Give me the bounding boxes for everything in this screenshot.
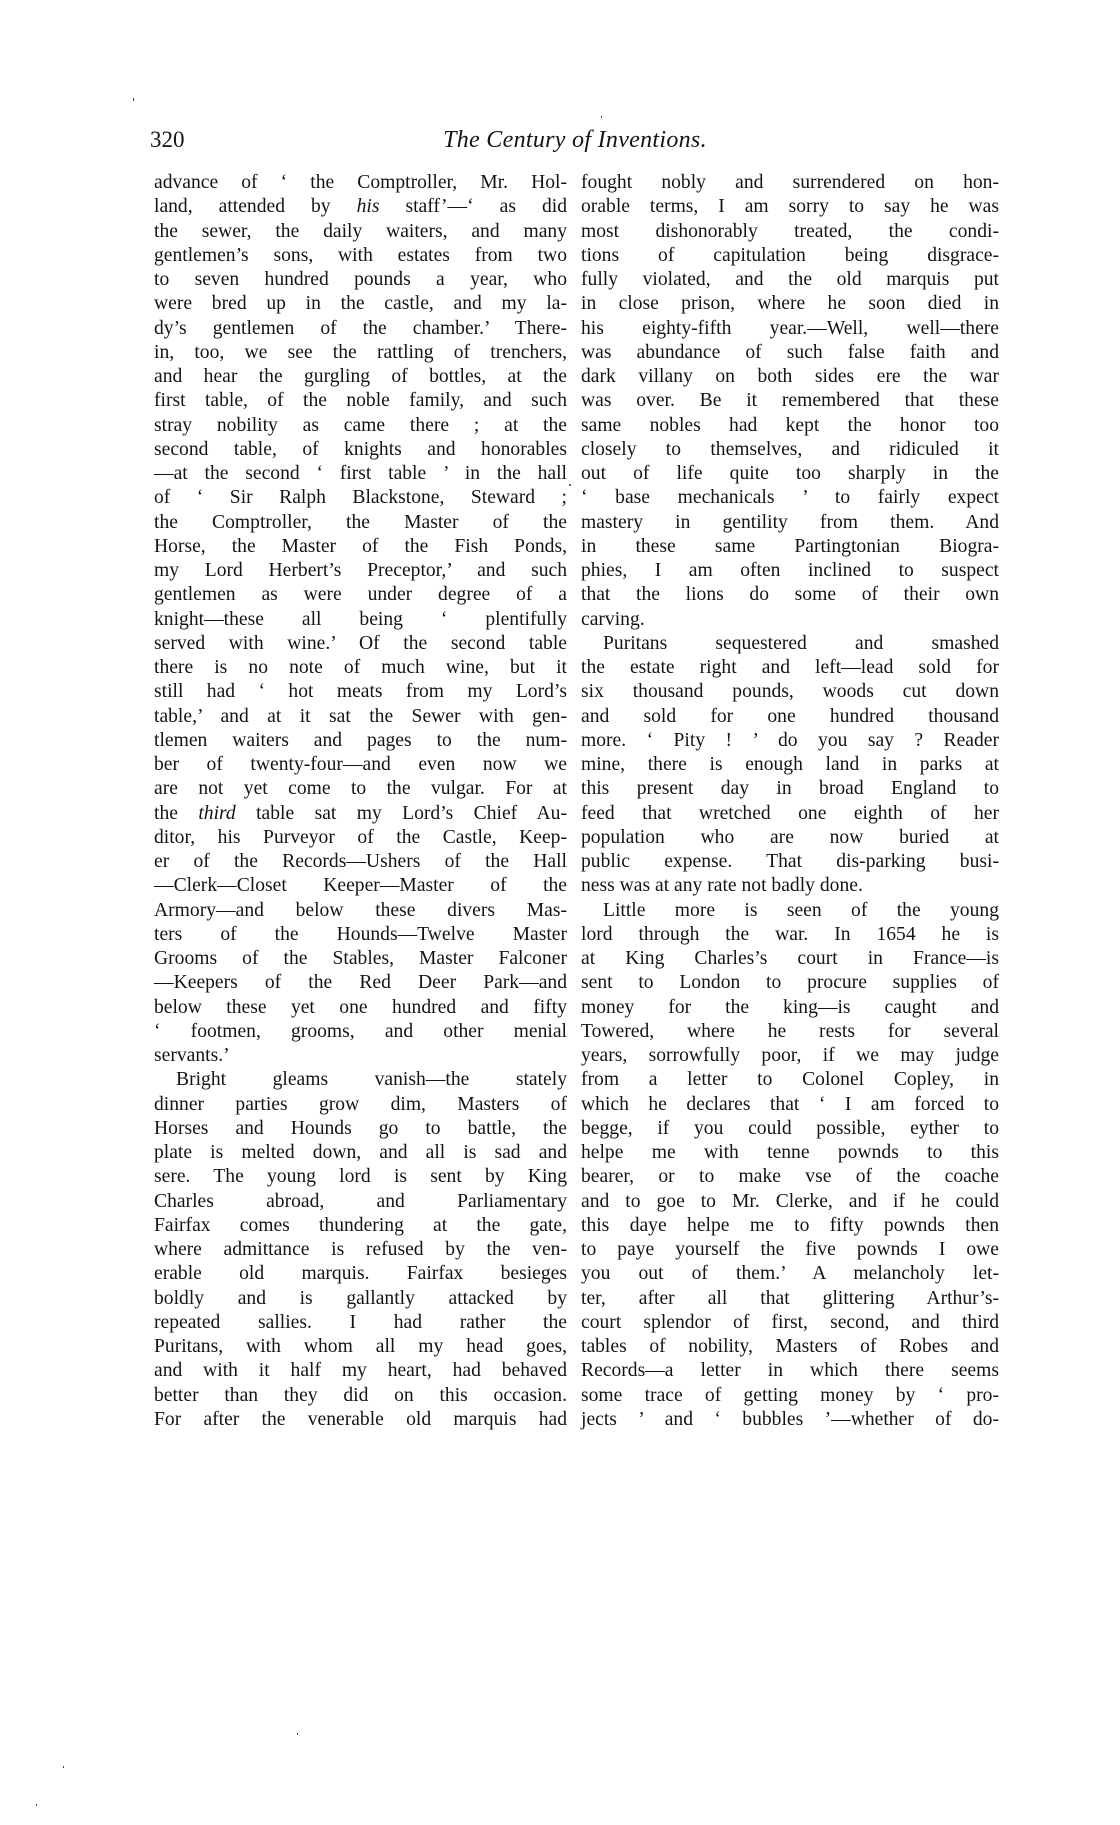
text-run: land, attended by: [154, 196, 357, 218]
text-line: orable terms, I am sorry to say he was: [581, 196, 999, 218]
text-line: where admittance is refused by the ven-: [154, 1239, 567, 1260]
text-line: money for the king—is caught and: [581, 996, 999, 1018]
text-line: [154, 802, 567, 826]
text-line: the sewer, the daily waiters, and many: [154, 220, 567, 242]
text-line: servants.’: [154, 1045, 230, 1066]
text-line: there is no note of much wine, but it: [154, 657, 567, 678]
scan-speck: [569, 484, 571, 486]
text-line: his eighty-fifth year.—Well, well—there: [581, 317, 999, 339]
text-line: lord through the war. In 1654 he is: [581, 923, 999, 945]
text-line: most dishonorably treated, the condi-: [581, 220, 999, 242]
text-line: ditor, his Purveyor of the Castle, Keep-: [154, 826, 567, 848]
text-line: and with it half my heart, had behaved: [154, 1360, 567, 1382]
text-line: mine, there is enough land in parks at: [581, 754, 999, 775]
scan-speck: [297, 1733, 298, 1735]
text-line: Towered, where he rests for several: [581, 1020, 999, 1042]
text-line: better than they did on this occasion.: [154, 1384, 567, 1406]
text-line: in these same Partingtonian Biogra-: [581, 535, 999, 557]
text-line: was over. Be it remembered that these: [581, 390, 999, 412]
text-line: gentlemen’s sons, with estates from two: [154, 244, 567, 266]
text-run: the: [154, 802, 199, 824]
text-line: tables of nobility, Masters of Robes and: [581, 1336, 999, 1357]
scan-speck: [133, 98, 134, 101]
text-line: Fairfax comes thundering at the gate,: [154, 1214, 567, 1236]
text-run: staff’—‘ as did: [379, 196, 567, 218]
page-number: 320: [150, 127, 185, 152]
text-line: the Comptroller, the Master of the: [154, 511, 567, 533]
text-line: jects ’ and ‘ bubbles ’—whether of do-: [581, 1408, 999, 1430]
text-line: Armory—and below these divers Mas-: [154, 899, 567, 921]
text-line: population who are now buried at: [581, 826, 999, 848]
text-line: dinner parties grow dim, Masters of: [154, 1093, 567, 1115]
text-line: at King Charles’s court in France—is: [581, 948, 999, 969]
text-line: sere. The young lord is sent by King: [154, 1166, 567, 1188]
text-line: court splendor of first, second, and third: [581, 1311, 999, 1333]
text-line: to seven hundred pounds a year, who: [154, 269, 567, 290]
text-line: and hear the gurgling of bottles, at the: [154, 366, 567, 387]
text-line: Little more is seen of the young: [603, 899, 999, 921]
text-column-left: [154, 171, 567, 1432]
text-line: gentlemen as were under degree of a: [154, 584, 567, 606]
text-line: more. ‘ Pity ! ’ do you say ? Reader: [581, 729, 999, 751]
text-line: Bright gleams vanish—the stately: [176, 1069, 567, 1091]
text-line: plate is melted down, and all is sad and: [154, 1142, 567, 1163]
text-line: er of the Records—Ushers of the Hall: [154, 851, 567, 872]
italic-emphasis: third: [198, 802, 236, 824]
text-line: Puritans sequestered and smashed: [603, 632, 999, 654]
scan-speck: [63, 1766, 64, 1768]
text-line: this daye helpe me to fifty pownds then: [581, 1214, 999, 1236]
text-line: ters of the Hounds—Twelve Master: [154, 923, 567, 945]
running-title: The Century of Inventions.: [443, 127, 707, 153]
text-line: fought nobly and surrendered on hon-: [581, 172, 999, 193]
text-line: the estate right and left—lead sold for: [581, 657, 999, 678]
text-column-right: [581, 171, 999, 1432]
text-line: tions of capitulation being disgrace-: [581, 244, 999, 266]
text-line: phies, I am often inclined to suspect: [581, 560, 999, 581]
text-line: years, sorrowfully poor, if we may judge: [581, 1045, 999, 1066]
text-line: boldly and is gallantly attacked by: [154, 1287, 567, 1309]
text-line: ter, after all that glittering Arthur’s-: [581, 1287, 999, 1309]
text-line: For after the venerable old marquis had: [154, 1408, 567, 1430]
text-line: Grooms of the Stables, Master Falconer: [154, 948, 567, 969]
text-line: [154, 195, 567, 219]
text-line: six thousand pounds, woods cut down: [581, 681, 999, 703]
text-line: —Clerk—Closet Keeper—Master of the: [154, 875, 567, 897]
text-line: table,’ and at it sat the Sewer with gen-: [154, 705, 567, 727]
text-line: stray nobility as came there ; at the: [154, 414, 567, 436]
text-line: fully violated, and the old marquis put: [581, 269, 999, 290]
scan-speck: [601, 116, 602, 118]
text-line: ness was at any rate not badly done.: [581, 875, 863, 897]
running-header: [150, 127, 1000, 163]
text-line: to paye yourself the five pownds I owe: [581, 1239, 999, 1260]
text-line: some trace of getting money by ‘ pro-: [581, 1384, 999, 1406]
text-line: this present day in broad England to: [581, 778, 999, 800]
text-line: in, too, we see the rattling of trenchers,: [154, 341, 567, 363]
text-line: —Keepers of the Red Deer Park—and: [154, 972, 567, 994]
text-line: out of life quite too sharply in the: [581, 463, 999, 484]
text-line: same nobles had kept the honor too: [581, 414, 999, 436]
text-line: in close prison, where he soon died in: [581, 293, 999, 315]
text-line: —at the second ‘ first table ’ in the hall: [154, 463, 567, 484]
text-line: public expense. That dis-parking busi-: [581, 851, 999, 872]
text-line: of ‘ Sir Ralph Blackstone, Steward ;: [154, 487, 567, 509]
text-line: begge, if you could possible, eyther to: [581, 1117, 999, 1139]
text-line: still had ‘ hot meats from my Lord’s: [154, 681, 567, 703]
text-line: Records—a letter in which there seems: [581, 1360, 999, 1382]
text-run: table sat my Lord’s Chief Au-: [235, 802, 567, 824]
text-line: that the lions do some of their own: [581, 584, 999, 606]
text-line: dark villany on both sides ere the war: [581, 366, 999, 387]
text-line: erable old marquis. Fairfax besieges: [154, 1263, 567, 1285]
text-line: and to goe to Mr. Clerke, and if he could: [581, 1190, 999, 1212]
text-line: mastery in gentility from them. And: [581, 511, 999, 533]
text-line: first table, of the noble family, and such: [154, 390, 567, 412]
text-line: closely to themselves, and ridiculed it: [581, 438, 999, 460]
text-line: repeated sallies. I had rather the: [154, 1311, 567, 1333]
text-line: second table, of knights and honorables: [154, 438, 567, 460]
text-line: feed that wretched one eighth of her: [581, 802, 999, 824]
text-line: ‘ base mechanicals ’ to fairly expect: [581, 487, 999, 509]
text-line: ber of twenty-four—and even now we: [154, 754, 567, 775]
text-line: sent to London to procure supplies of: [581, 972, 999, 994]
text-line: Horse, the Master of the Fish Ponds,: [154, 535, 567, 557]
text-line: my Lord Herbert’s Preceptor,’ and such: [154, 560, 567, 581]
text-line: from a letter to Colonel Copley, in: [581, 1069, 999, 1091]
text-line: served with wine.’ Of the second table: [154, 632, 567, 654]
text-line: knight—these all being ‘ plentifully: [154, 608, 567, 630]
text-line: Puritans, with whom all my head goes,: [154, 1336, 567, 1357]
text-line: ‘ footmen, grooms, and other menial: [154, 1020, 567, 1042]
text-line: Horses and Hounds go to battle, the: [154, 1117, 567, 1139]
text-line: were bred up in the castle, and my la-: [154, 293, 567, 315]
text-line: Charles abroad, and Parliamentary: [154, 1190, 567, 1212]
italic-emphasis: his: [356, 196, 380, 218]
text-line: below these yet one hundred and fifty: [154, 996, 567, 1018]
text-line: are not yet come to the vulgar. For at: [154, 778, 567, 800]
text-line: helpe me with tenne pownds to this: [581, 1142, 999, 1163]
text-line: was abundance of such false faith and: [581, 341, 999, 363]
text-line: tlemen waiters and pages to the num-: [154, 729, 567, 751]
text-line: advance of ‘ the Comptroller, Mr. Hol-: [154, 172, 567, 193]
scan-speck: [36, 1804, 37, 1806]
text-line: carving.: [581, 608, 645, 630]
text-line: dy’s gentlemen of the chamber.’ There-: [154, 317, 567, 339]
text-line: bearer, or to make vse of the coache: [581, 1166, 999, 1188]
text-line: and sold for one hundred thousand: [581, 705, 999, 727]
text-line: which he declares that ‘ I am forced to: [581, 1093, 999, 1115]
text-line: you out of them.’ A melancholy let-: [581, 1263, 999, 1285]
